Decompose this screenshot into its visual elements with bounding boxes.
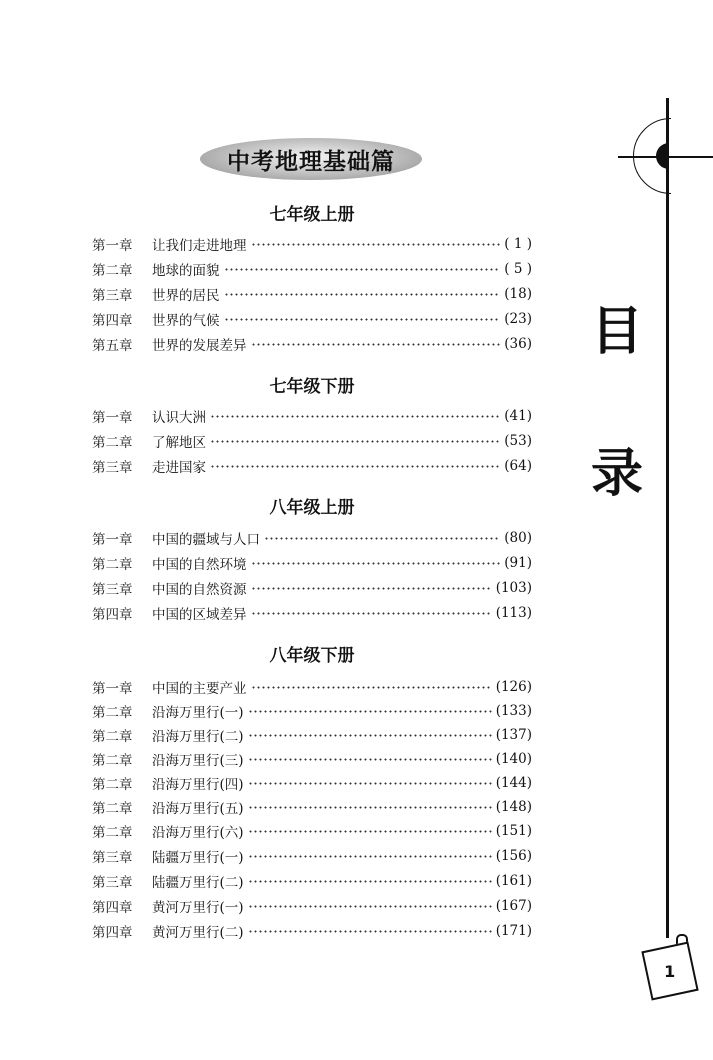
entry-chapter: 第二章 xyxy=(92,263,133,279)
toc-entry[interactable] xyxy=(92,283,532,305)
entry-page: (133) xyxy=(495,703,532,719)
entry-title: 认识大洲 xyxy=(152,410,206,426)
entry-title: 沿海万里行(六) xyxy=(152,825,244,841)
side-char-mu: 目 xyxy=(591,302,644,362)
entry-page: (171) xyxy=(495,923,532,939)
leader-dots xyxy=(251,686,492,689)
toc-entry[interactable] xyxy=(92,748,532,770)
entry-chapter: 第三章 xyxy=(92,875,133,891)
leader-dots xyxy=(248,782,492,785)
entry-title: 中国的区域差异 xyxy=(152,607,247,623)
entry-title: 中国的主要产业 xyxy=(152,681,247,697)
entry-page: (167) xyxy=(495,898,532,914)
entry-chapter: 第二章 xyxy=(92,753,133,769)
toc-entry[interactable] xyxy=(92,258,532,280)
entry-page: (140) xyxy=(495,751,532,767)
entry-chapter: 第二章 xyxy=(92,777,133,793)
entry-title: 世界的气候 xyxy=(152,313,220,329)
page-title-badge xyxy=(200,138,422,180)
leader-dots xyxy=(251,243,501,246)
leader-dots xyxy=(210,415,500,418)
page-title: 中考地理基础篇 xyxy=(227,147,395,175)
section-title: 七年级下册 xyxy=(269,377,355,397)
entry-title: 走进国家 xyxy=(152,460,206,476)
entry-chapter: 第三章 xyxy=(92,288,133,304)
toc-entry[interactable] xyxy=(92,820,532,842)
entry-page: (161) xyxy=(495,873,532,889)
entry-title: 沿海万里行(四) xyxy=(152,777,244,793)
entry-title: 沿海万里行(五) xyxy=(152,801,244,817)
entry-title: 陆疆万里行(二) xyxy=(152,875,244,891)
entry-title: 了解地区 xyxy=(152,435,206,451)
leader-dots xyxy=(251,612,492,615)
toc-entry[interactable] xyxy=(92,430,532,452)
side-vertical-rule xyxy=(666,98,669,938)
entry-page: (137) xyxy=(495,727,532,743)
entry-page: (64) xyxy=(504,458,532,474)
entry-title: 中国的自然环境 xyxy=(152,557,247,573)
toc-entry[interactable] xyxy=(92,700,532,722)
section-title: 八年级下册 xyxy=(269,646,355,666)
entry-page: (151) xyxy=(495,823,532,839)
entry-page: (144) xyxy=(495,775,532,791)
entry-title: 中国的自然资源 xyxy=(152,582,247,598)
toc-entry[interactable] xyxy=(92,602,532,624)
leader-dots xyxy=(248,806,492,809)
leader-dots xyxy=(210,465,500,468)
leader-dots xyxy=(248,830,492,833)
toc-entry[interactable] xyxy=(92,796,532,818)
leader-dots xyxy=(248,758,492,761)
entry-chapter: 第二章 xyxy=(92,557,133,573)
entry-page: (53) xyxy=(504,433,532,449)
entry-chapter: 第四章 xyxy=(92,925,133,941)
entry-chapter: 第一章 xyxy=(92,238,133,254)
entry-chapter: 第一章 xyxy=(92,410,133,426)
entry-page: ( 1 ) xyxy=(504,236,532,252)
entry-title: 黄河万里行(一) xyxy=(152,900,244,916)
section-title: 八年级上册 xyxy=(269,498,355,518)
toc-entry[interactable] xyxy=(92,527,532,549)
toc-entry[interactable] xyxy=(92,845,532,867)
toc-entry[interactable] xyxy=(92,405,532,427)
entry-title: 让我们走进地理 xyxy=(152,238,247,254)
toc-entry[interactable] xyxy=(92,233,532,255)
leader-dots xyxy=(248,710,492,713)
entry-page: (80) xyxy=(504,530,532,546)
toc-entry[interactable] xyxy=(92,333,532,355)
leader-dots xyxy=(248,905,492,908)
entry-title: 中国的疆域与人口 xyxy=(152,532,260,548)
entry-title: 世界的发展差异 xyxy=(152,338,247,354)
entry-title: 世界的居民 xyxy=(152,288,220,304)
entry-chapter: 第三章 xyxy=(92,460,133,476)
leader-dots xyxy=(224,268,501,271)
entry-chapter: 第三章 xyxy=(92,850,133,866)
entry-page: (156) xyxy=(495,848,532,864)
toc-entry[interactable] xyxy=(92,895,532,917)
entry-title: 沿海万里行(三) xyxy=(152,753,244,769)
entry-chapter: 第二章 xyxy=(92,435,133,451)
entry-chapter: 第四章 xyxy=(92,900,133,916)
leader-dots xyxy=(264,537,500,540)
leader-dots xyxy=(251,562,501,565)
leader-dots xyxy=(248,734,492,737)
toc-entry[interactable] xyxy=(92,308,532,330)
toc-entry[interactable] xyxy=(92,772,532,794)
section-title: 七年级上册 xyxy=(269,205,355,225)
page-number: 1 xyxy=(664,961,676,981)
entry-chapter: 第四章 xyxy=(92,313,133,329)
leader-dots xyxy=(248,880,492,883)
toc-entry[interactable] xyxy=(92,870,532,892)
toc-entry[interactable] xyxy=(92,455,532,477)
toc-entry[interactable] xyxy=(92,552,532,574)
leader-dots xyxy=(251,587,492,590)
entry-page: (148) xyxy=(495,799,532,815)
entry-title: 陆疆万里行(一) xyxy=(152,850,244,866)
entry-chapter: 第二章 xyxy=(92,801,133,817)
entry-chapter: 第二章 xyxy=(92,729,133,745)
leader-dots xyxy=(224,293,501,296)
entry-chapter: 第五章 xyxy=(92,338,133,354)
entry-title: 黄河万里行(二) xyxy=(152,925,244,941)
toc-entry[interactable] xyxy=(92,676,532,698)
side-char-lu: 录 xyxy=(591,444,644,504)
leader-dots xyxy=(251,343,501,346)
entry-page: (41) xyxy=(504,408,532,424)
leader-dots xyxy=(248,930,492,933)
leader-dots xyxy=(210,440,500,443)
entry-chapter: 第一章 xyxy=(92,532,133,548)
entry-chapter: 第三章 xyxy=(92,582,133,598)
toc-entry[interactable] xyxy=(92,724,532,746)
toc-entry[interactable] xyxy=(92,920,532,942)
leader-dots xyxy=(248,855,492,858)
entry-chapter: 第一章 xyxy=(92,681,133,697)
entry-page: (126) xyxy=(495,679,532,695)
entry-page: (23) xyxy=(504,311,532,327)
entry-chapter: 第四章 xyxy=(92,607,133,623)
entry-chapter: 第二章 xyxy=(92,825,133,841)
page-number-tab xyxy=(641,942,698,1001)
entry-page: ( 5 ) xyxy=(504,261,532,277)
entry-page: (103) xyxy=(495,580,532,596)
leader-dots xyxy=(224,318,501,321)
entry-page: (18) xyxy=(504,286,532,302)
entry-chapter: 第二章 xyxy=(92,705,133,721)
entry-title: 地球的面貌 xyxy=(152,263,220,279)
entry-page: (91) xyxy=(504,555,532,571)
entry-title: 沿海万里行(二) xyxy=(152,729,244,745)
entry-page: (36) xyxy=(504,336,532,352)
toc-entry[interactable] xyxy=(92,577,532,599)
entry-page: (113) xyxy=(495,605,532,621)
entry-title: 沿海万里行(一) xyxy=(152,705,244,721)
